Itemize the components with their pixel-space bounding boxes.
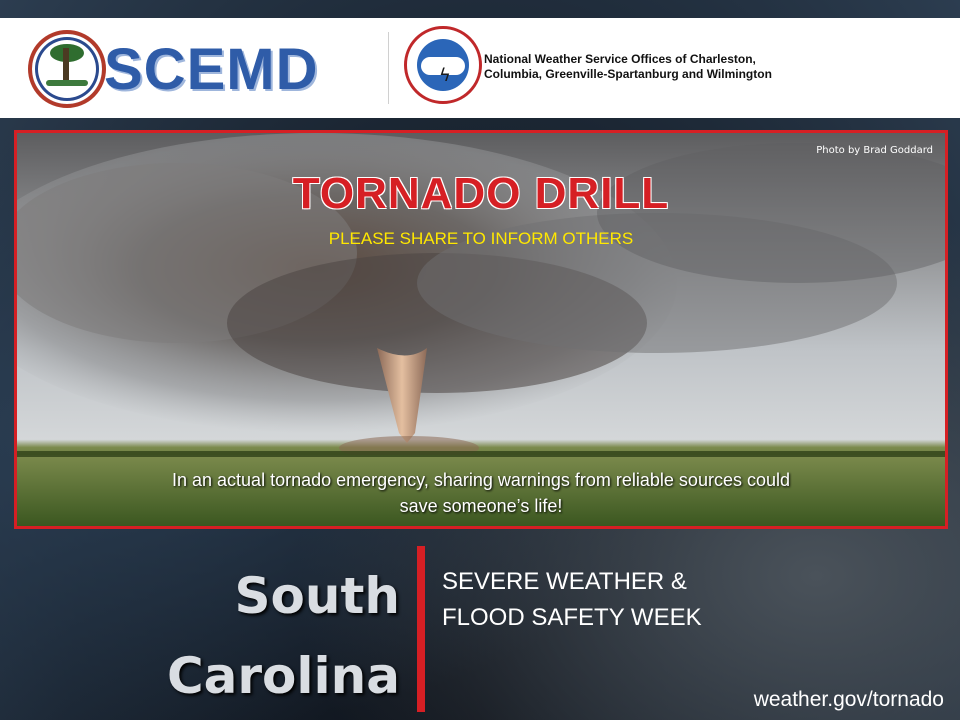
header-divider [388, 32, 389, 104]
website-url: weather.gov/tornado [753, 688, 944, 711]
header-logo-bar [0, 18, 960, 118]
emergency-message-line1: In an actual tornado emergency, sharing warnings from reliable sources could [172, 470, 790, 490]
palmetto-trunk-icon [63, 48, 69, 80]
tornado-photo [14, 130, 948, 529]
sc-emergency-management-seal-icon [28, 30, 106, 108]
emergency-message-line2: save someone’s life! [399, 496, 563, 516]
campaign-title [442, 564, 782, 636]
state-line1: South [234, 567, 400, 625]
state-name [160, 556, 400, 716]
state-line2: Carolina [166, 647, 400, 705]
drill-subtitle: PLEASE SHARE TO INFORM OTHERS [328, 229, 634, 248]
seal-ground-icon [46, 80, 88, 86]
footer-divider [417, 546, 425, 712]
nws-logo-inner [417, 39, 469, 91]
nws-offices-line2: Columbia, Greenville-Spartanburg and Wilmington [484, 67, 772, 81]
drill-title: TORNADO DRILL [292, 169, 670, 218]
emergency-message [77, 467, 885, 519]
lightning-icon: ϟ [439, 65, 451, 86]
campaign-line1: SEVERE WEATHER & [442, 568, 687, 595]
nws-offices-line1: National Weather Service Offices of Charleston, [484, 52, 756, 66]
campaign-line2: FLOOD SAFETY WEEK [442, 604, 702, 631]
photo-credit: Photo by Brad Goddard [816, 145, 933, 156]
nws-logo-icon [404, 26, 482, 104]
nws-offices-text [484, 52, 784, 82]
scemd-logo-text: SCEMD [104, 37, 319, 102]
